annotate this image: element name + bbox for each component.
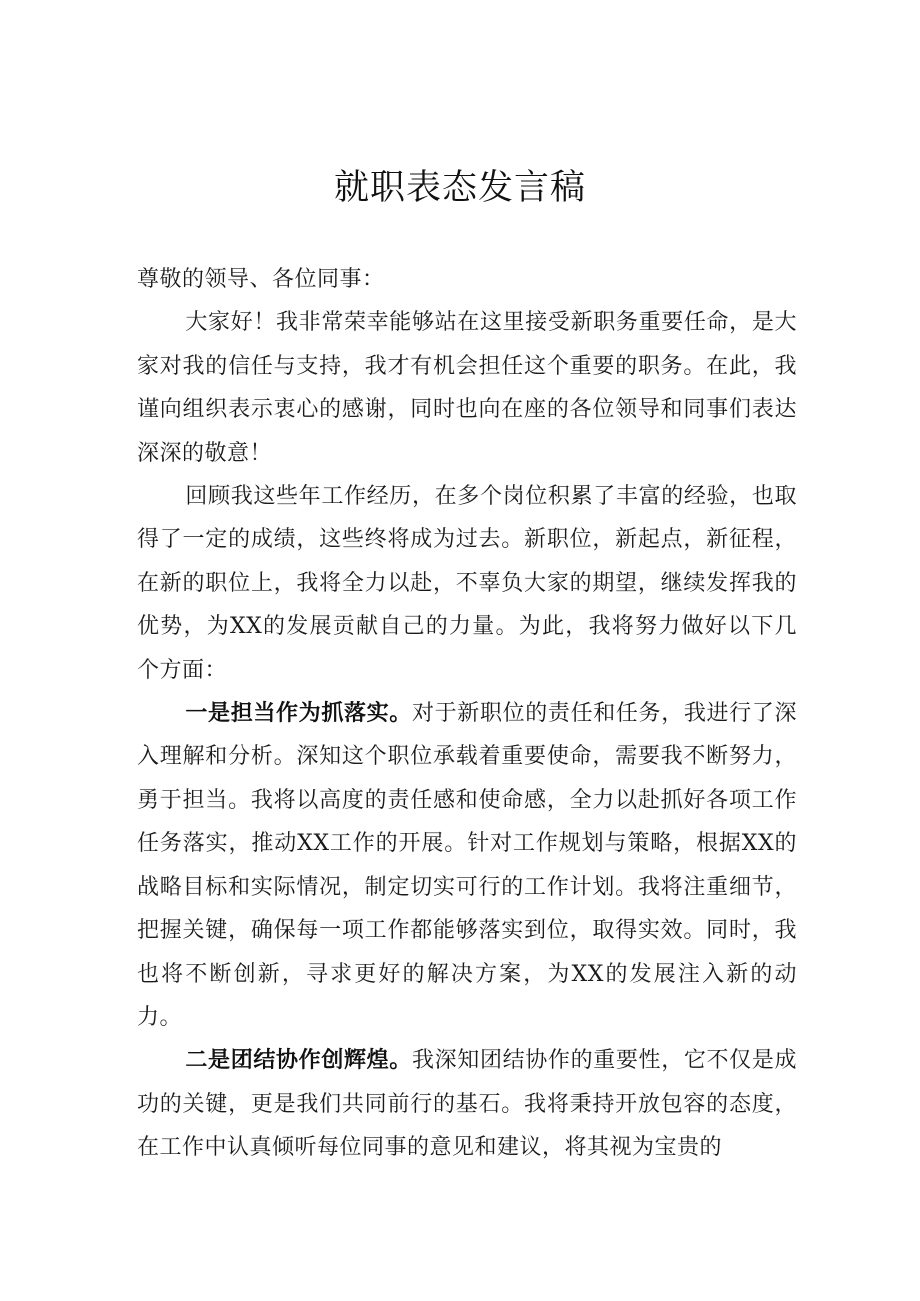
- salutation: 尊敬的领导、各位同事：: [137, 267, 385, 292]
- paragraph-text: 我深知团结协作的重要性，它不仅是成功的关键，更是我们共同前行的基石。我将秉持开放包容的态度，在工作中认真倾听每位同事的意见和建议，将其视为宝贵的: [137, 1048, 797, 1161]
- paragraph-text: 回顾我这些年工作经历，在多个岗位积累了丰富的经验，也取得了一定的成绩，这些终将成为过去。新职位，新起点，新征程，在新的职位上，我将全力以赴，不辜负大家的期望，继续发挥我的优势，为XX的发展贡献自己的力量。为此，我将努力做好以下几个方面：: [137, 484, 797, 683]
- paragraph-point-two: [137, 1039, 797, 1169]
- paragraph-text: 对于新职位的责任和任务，我进行了深入理解和分析。深知这个职位承载着重要使命，需要我不断努力，勇于担当。我将以高度的责任感和使命感，全力以赴抓好各项工作任务落实，推动XX工作的开展。针对工作规划与策略，根据XX的战略目标和实际情况，制定切实可行的工作计划。我将注重细节，把握关键，确保每一项工作都能够落实到位，取得实效。同时，我也将不断创新，寻求更好的解决方案，为XX的发展注入新的动力。: [137, 701, 797, 1030]
- document-title: 就职表态发言稿: [333, 168, 586, 208]
- paragraph-text: 大家好！我非常荣幸能够站在这里接受新职务重要任命，是大家对我的信任与支持，我才有机会担任这个重要的职务。在此，我谨向组织表示衷心的感谢，同时也向在座的各位领导和同事们表达深深的敬意！: [137, 310, 797, 466]
- paragraph-review: [137, 475, 797, 692]
- point-heading: 二是团结协作创辉煌。: [185, 1047, 412, 1074]
- paragraph-greeting: [137, 301, 797, 475]
- point-heading: 一是担当作为抓落实。: [185, 700, 412, 727]
- paragraph-point-one: [137, 692, 797, 1039]
- document-body: [137, 258, 797, 1170]
